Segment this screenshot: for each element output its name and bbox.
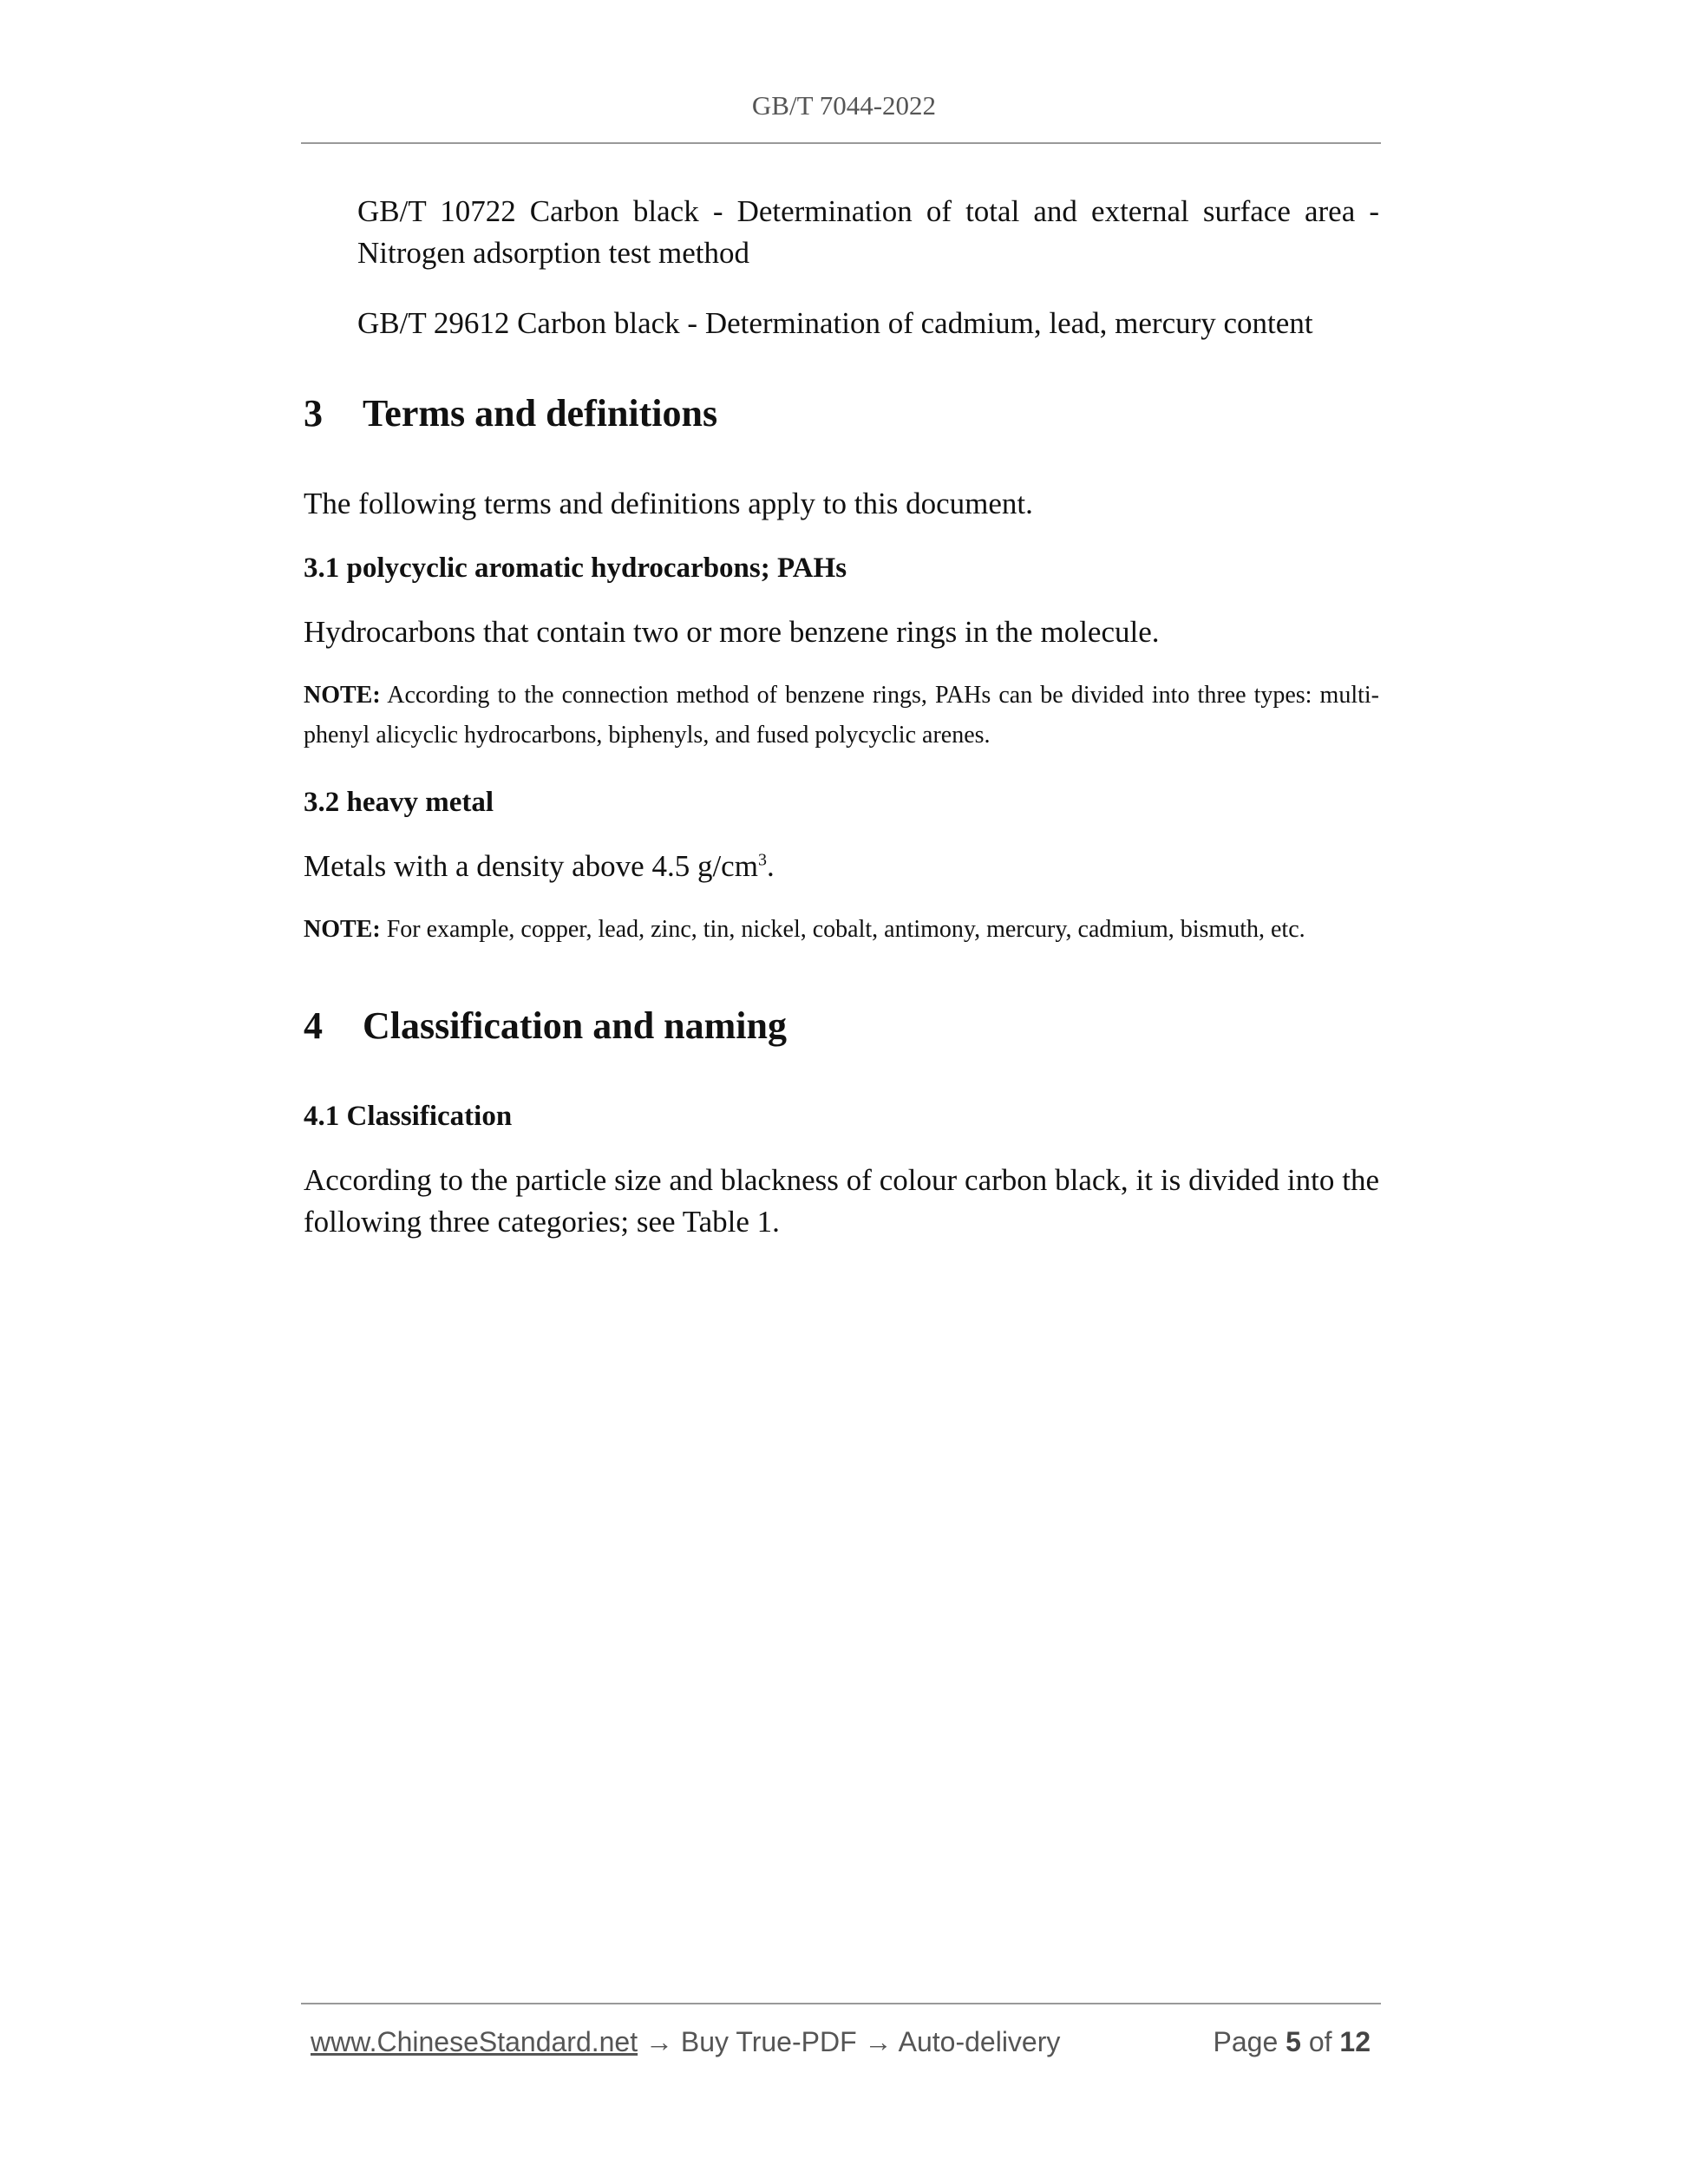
term-3-2-title: 3.2 heavy metal xyxy=(304,787,494,818)
term-3-2-note xyxy=(304,910,1379,950)
section-3-heading xyxy=(304,389,1379,438)
website-link[interactable]: www.ChineseStandard.net xyxy=(311,2026,638,2057)
page-label: Page xyxy=(1213,2026,1279,2057)
term-3-1-title: 3.1 polycyclic aromatic hydrocarbons; PAHs xyxy=(304,553,847,584)
arrow-right-icon: → xyxy=(864,2026,893,2057)
buy-true-pdf-text: Buy True-PDF xyxy=(680,2026,857,2057)
page-indicator xyxy=(1214,2026,1371,2058)
section-3-number: 3 xyxy=(304,392,323,435)
footer-divider xyxy=(301,2003,1381,2004)
arrow-right-icon: → xyxy=(645,2026,673,2057)
section-4-title: Classification and naming xyxy=(363,1004,787,1047)
page-total: 12 xyxy=(1339,2026,1371,2057)
term-3-1-note xyxy=(304,676,1379,755)
term-3-1-definition: Hydrocarbons that contain two or more benzene rings in the molecule. xyxy=(304,615,1160,649)
section-3-title: Terms and definitions xyxy=(363,392,718,435)
definition-text: Metals with a density above 4.5 g/cm xyxy=(304,849,758,883)
definition-end: . xyxy=(766,849,775,883)
page-footer xyxy=(311,2026,1371,2058)
term-3-2-definition xyxy=(304,846,1379,887)
subsection-4-1-text: According to the particle size and blackness of colour carbon black, it is divided into the following three categories; see Table 1. xyxy=(304,1163,1379,1239)
superscript: 3 xyxy=(757,850,767,870)
section-3-intro: The following terms and definitions apply to this document. xyxy=(304,487,1033,520)
note-text: For example, copper, lead, zinc, tin, nickel, cobalt, antimony, mercury, cadmium, bismuth, etc. xyxy=(386,916,1305,943)
section-4-number: 4 xyxy=(304,1004,323,1047)
header-divider xyxy=(301,142,1381,144)
section-4-heading xyxy=(304,1002,1379,1050)
page-header: GB/T 7044-2022 xyxy=(751,90,937,121)
reference-gbt-29612: GB/T 29612 Carbon black - Determination of cadmium, lead, mercury content xyxy=(357,306,1313,340)
auto-delivery-text: Auto-delivery xyxy=(898,2026,1061,2057)
reference-gbt-10722: GB/T 10722 Carbon black - Determination of total and external surface area - Nitrogen adsorption test method xyxy=(357,194,1379,270)
document-body xyxy=(304,191,1379,1265)
note-label: NOTE: xyxy=(304,682,381,709)
note-text: According to the connection method of benzene rings, PAHs can be divided into three types: multi-phenyl alicyclic hydrocarbons, biphenyls, and fused polycyclic arenes. xyxy=(304,682,1379,749)
subsection-4-1-title: 4.1 Classification xyxy=(304,1101,513,1132)
note-label: NOTE: xyxy=(304,916,381,943)
of-label: of xyxy=(1308,2026,1332,2057)
page-number: 5 xyxy=(1286,2026,1301,2057)
